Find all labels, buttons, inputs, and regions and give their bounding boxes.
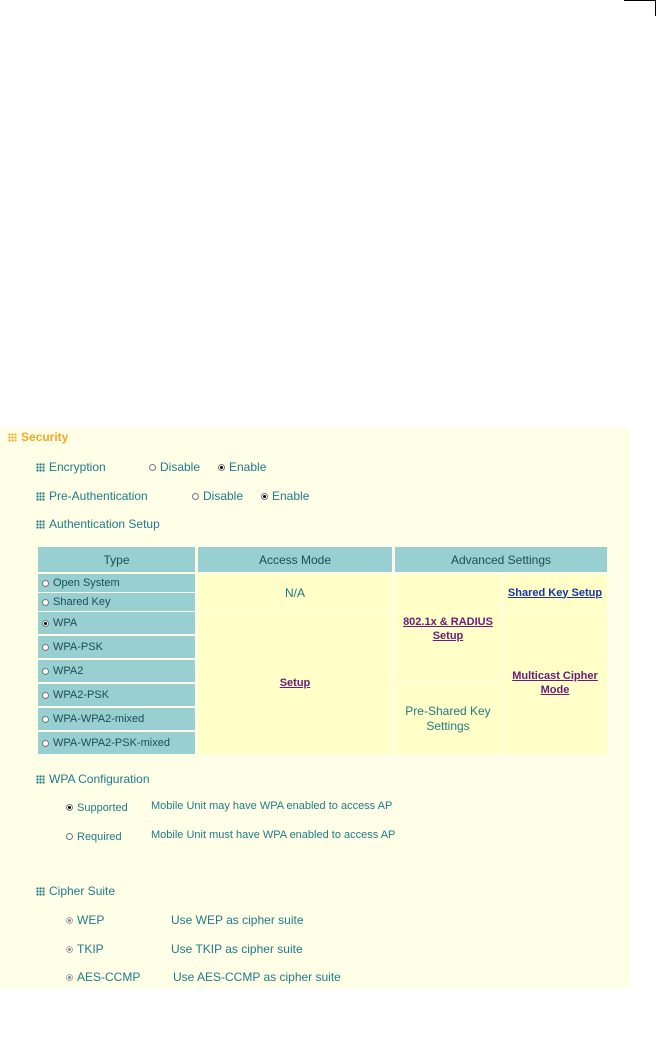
shared-key-setup-link[interactable]: Shared Key Setup <box>507 586 603 599</box>
type-option-wpa2[interactable]: WPA2 <box>38 660 195 682</box>
grid-bullet-icon <box>36 492 45 501</box>
type-option-wpa-wpa2-mixed[interactable]: WPA-WPA2-mixed <box>38 708 195 730</box>
type-option-open-system[interactable]: Open System <box>38 574 195 592</box>
auth-setup-label: Authentication Setup <box>36 517 160 531</box>
radio-icon[interactable] <box>42 716 49 723</box>
security-title: Security <box>8 430 68 444</box>
radio-selected-icon[interactable] <box>42 620 49 627</box>
radio-icon[interactable] <box>42 644 49 651</box>
cipher-wep-desc: Use WEP as cipher suite <box>171 913 304 927</box>
radio-disabled-selected-icon[interactable] <box>66 946 73 953</box>
pre-shared-key-text: Pre-Shared Key Settings <box>405 704 491 733</box>
wpa-supported-desc: Mobile Unit may have WPA enabled to access AP <box>151 800 393 812</box>
type-header: Type <box>38 547 195 572</box>
radius-setup-cell <box>395 574 501 683</box>
radio-selected-icon[interactable] <box>261 493 268 500</box>
page-corner-mark <box>624 0 656 16</box>
type-option-wpa[interactable]: WPA <box>38 612 195 634</box>
type-option-wpa-psk[interactable]: WPA-PSK <box>38 636 195 658</box>
radius-setup-link[interactable]: 802.1x & RADIUS Setup <box>403 615 493 642</box>
type-option-wpa-wpa2-psk-mixed[interactable]: WPA-WPA2-PSK-mixed <box>38 732 195 754</box>
pre-auth-enable-option[interactable]: Enable <box>261 489 309 503</box>
radio-icon[interactable] <box>42 692 49 699</box>
radio-icon[interactable] <box>66 833 73 840</box>
encryption-enable-option[interactable]: Enable <box>218 460 266 474</box>
pre-shared-key-cell <box>395 684 501 754</box>
cipher-tkip-option[interactable]: TKIP <box>66 942 104 956</box>
radio-icon[interactable] <box>192 493 199 500</box>
wpa-supported-option[interactable]: Supported <box>66 800 128 814</box>
access-mode-header: Access Mode <box>198 547 392 572</box>
encryption-label: Encryption <box>36 460 106 474</box>
access-mode-setup-cell <box>198 612 392 754</box>
setup-link[interactable]: Setup <box>279 677 311 689</box>
grid-bullet-icon <box>36 520 45 529</box>
multicast-cipher-cell <box>503 612 607 754</box>
radio-selected-icon[interactable] <box>218 464 225 471</box>
security-panel <box>0 428 630 988</box>
shared-key-setup-cell <box>503 574 607 611</box>
multicast-cipher-link[interactable]: Multicast Cipher Mode <box>512 670 598 696</box>
radio-icon[interactable] <box>42 668 49 675</box>
type-option-shared-key[interactable]: Shared Key <box>38 593 195 611</box>
radio-disabled-selected-icon[interactable] <box>66 917 73 924</box>
radio-icon[interactable] <box>42 580 49 587</box>
grid-bullet-icon <box>36 463 45 472</box>
encryption-disable-option[interactable]: Disable <box>149 460 200 474</box>
cipher-tkip-desc: Use TKIP as cipher suite <box>171 942 303 956</box>
cipher-wep-option[interactable]: WEP <box>66 913 104 927</box>
wpa-required-desc: Mobile Unit must have WPA enabled to access AP <box>151 829 396 841</box>
access-mode-na: N/A <box>198 574 392 611</box>
wpa-config-label: WPA Configuration <box>36 772 150 786</box>
type-option-wpa2-psk[interactable]: WPA2-PSK <box>38 684 195 706</box>
pre-auth-label: Pre-Authentication <box>36 489 148 503</box>
pre-auth-disable-option[interactable]: Disable <box>192 489 243 503</box>
grid-bullet-icon <box>8 433 17 442</box>
radio-icon[interactable] <box>149 464 156 471</box>
cipher-suite-label: Cipher Suite <box>36 884 115 898</box>
radio-icon[interactable] <box>42 740 49 747</box>
cipher-aes-ccmp-desc: Use AES-CCMP as cipher suite <box>173 970 341 984</box>
radio-disabled-selected-icon[interactable] <box>66 974 73 981</box>
radio-icon[interactable] <box>42 599 49 606</box>
grid-bullet-icon <box>36 775 45 784</box>
cipher-aes-ccmp-option[interactable]: AES-CCMP <box>66 970 140 984</box>
advanced-settings-header: Advanced Settings <box>395 547 607 572</box>
radio-selected-icon[interactable] <box>66 804 73 811</box>
wpa-required-option[interactable]: Required <box>66 829 122 843</box>
grid-bullet-icon <box>36 887 45 896</box>
